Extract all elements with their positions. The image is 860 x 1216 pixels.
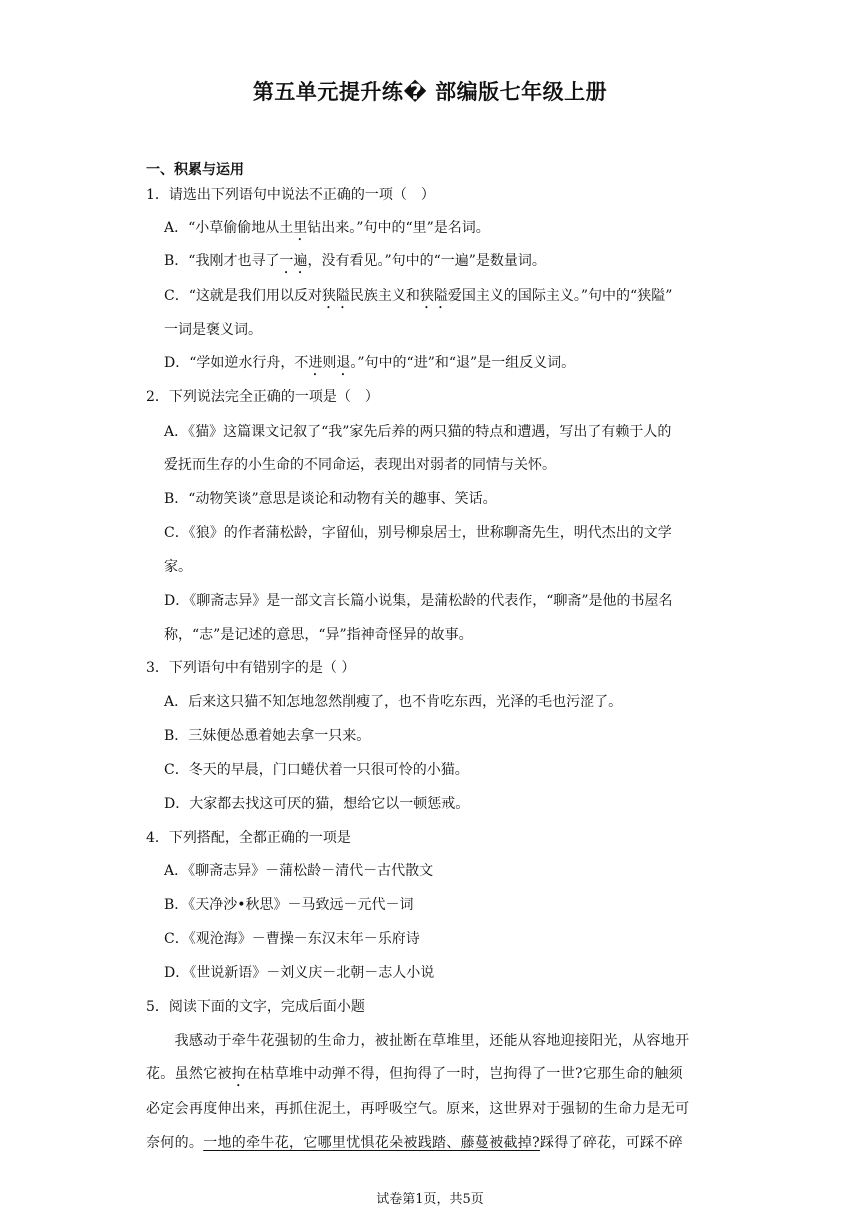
option-c: C．“这就是我们用以反对狭隘民族主义和狭隘爱国主义的国际主义。”句中的“狭隘” <box>164 288 673 304</box>
option-b: B．《天净沙•秋思》－马致远－元代－词 <box>164 897 414 913</box>
passage-line: 奈何的。一地的牵牛花，它哪里忧惧花朵被践踏、藤蔓被截掉?踩得了碎花，可踩不碎 <box>146 1135 683 1151</box>
option-d: D．“学如逆水行舟，不进则退。”句中的“进”和“退”是一组反义词。 <box>164 355 576 371</box>
option-a: A．《猫》这篇课文记叙了“我”家先后养的两只猫的特点和遭遇，写出了有赖于人的 <box>164 424 672 440</box>
question-stem: 1．请选出下列语句中说法不正确的一项（ ） <box>146 187 435 203</box>
option-continuation: 爱抚而生存的小生命的不同命运，表现出对弱者的同情与关怀。 <box>164 457 556 473</box>
option-c: C．《观沧海》－曹操－东汉末年－乐府诗 <box>164 931 420 947</box>
option-b: B．“我刚才也寻了一遍，没有看见。”句中的“一遍”是数量词。 <box>164 253 546 269</box>
option-b: B．三妹便怂恿着她去拿一只来。 <box>164 728 371 744</box>
page-footer: 试卷第1页，共5页 <box>376 1192 484 1207</box>
passage-line: 我感动于牵牛花强韧的生命力，被扯断在草堆里，还能从容地迎接阳光，从容地开 <box>146 1033 690 1049</box>
option-continuation: 称，“志”是记述的意思，“异”指神奇怪异的故事。 <box>164 627 473 643</box>
option-c: C．《狼》的作者蒲松龄，字留仙，别号柳泉居士，世称聊斋先生，明代杰出的文学 <box>164 525 672 541</box>
option-d: D．《世说新语》－刘义庆－北朝－志人小说 <box>164 965 435 981</box>
option-continuation: 家。 <box>164 559 192 575</box>
question-stem: 3．下列语句中有错别字的是（ ） <box>146 660 356 676</box>
option-continuation: 一词是褒义词。 <box>164 322 262 338</box>
option-a: A．后来这只猫不知怎地忽然削瘦了，也不肯吃东西，光泽的毛也污涩了。 <box>164 694 623 710</box>
passage-line: 必定会再度伸出来，再抓住泥土，再呼吸空气。原来，这世界对于强韧的生命力是无可 <box>146 1101 690 1117</box>
passage-line: 花。虽然它被拘在枯草堆中动弹不得，但拘得了一时，岂拘得了一世?它那生命的触须 <box>146 1066 683 1082</box>
option-d: D．大家都去找这可厌的猫，想给它以一顿惩戒。 <box>164 796 470 812</box>
option-b: B．“动物笑谈”意思是谈论和动物有关的趣事、笑话。 <box>164 491 497 507</box>
question-stem: 2．下列说法完全正确的一项是（ ） <box>146 389 379 405</box>
option-a: A．《聊斋志异》－蒲松龄－清代－古代散文 <box>164 863 434 879</box>
question-stem: 5．阅读下面的文字，完成后面小题 <box>146 999 365 1015</box>
question-stem: 4．下列搭配，全都正确的一项是 <box>146 830 351 846</box>
section-heading: 一、积累与运用 <box>146 162 244 178</box>
option-a: A．“小草偷偷地从土里钻出来。”句中的“里”是名词。 <box>164 220 490 236</box>
option-d: D．《聊斋志异》是一部文言长篇小说集，是蒲松龄的代表作，“聊斋”是他的书屋名 <box>164 593 673 609</box>
underlined-sentence: 一地的牵牛花，它哪里忧惧花朵被践踏、藤蔓被截掉? <box>203 1135 540 1151</box>
option-c: C．冬天的早晨，门口蜷伏着一只很可怜的小猫。 <box>164 762 469 778</box>
page-title: 第五单元提升练� 部编版七年级上册 <box>252 80 608 104</box>
